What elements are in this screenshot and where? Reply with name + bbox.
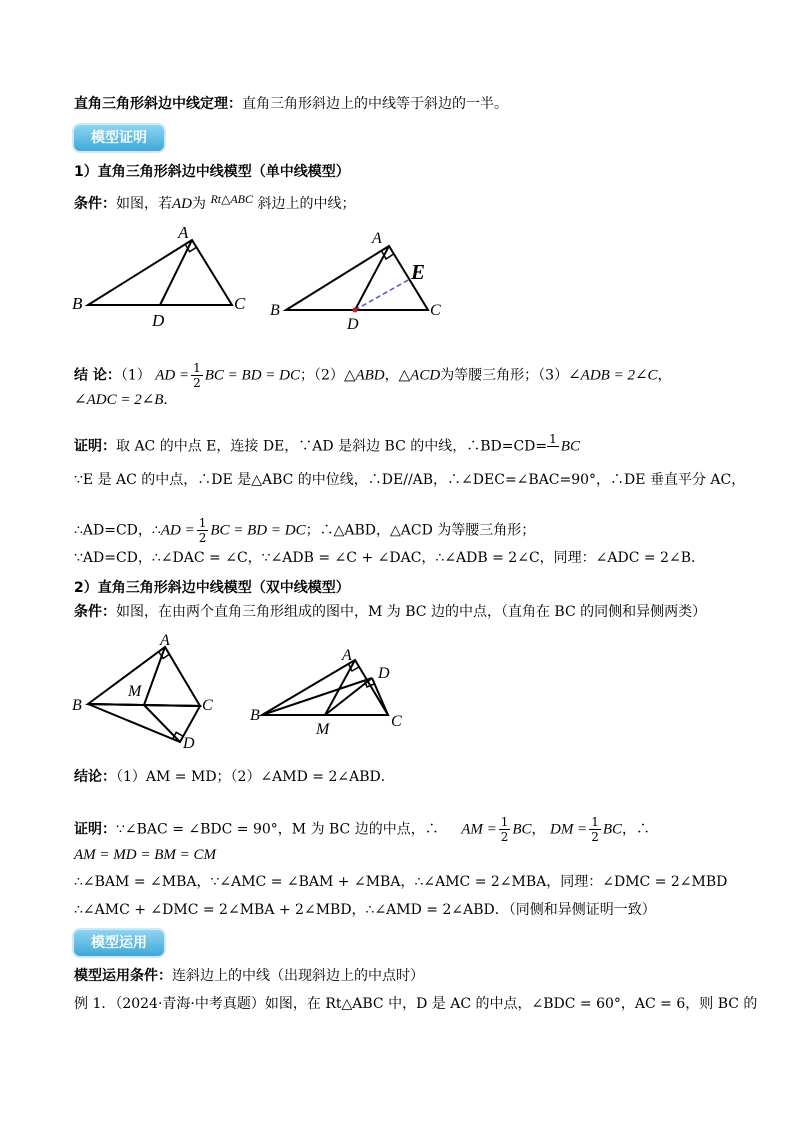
theorem-text: 直角三角形斜边上的中线等于斜边的一半。 [242, 96, 508, 112]
label-d-2: D [347, 316, 359, 333]
model2-proof-line3: ∴∠BAM = ∠MBA，∵∠AMC = ∠BAM + ∠MBA，∴∠AMC = 2∠MBA，同理：∠DMC = 2∠MBD [74, 874, 728, 890]
model2-proof-line2: AM = MD = BM = CM [74, 847, 217, 863]
m2f1-label-a: A [160, 632, 170, 649]
model1-figure-2 [286, 246, 428, 310]
m2f2-label-d: D [378, 665, 390, 682]
triangle-abc-2 [286, 246, 428, 310]
model2-proof-line4: ∴∠AMC + ∠DMC = 2∠MBA + 2∠MBD，∴∠AMD = 2∠ABD．（同侧和异侧证明一致） [74, 902, 656, 918]
m2f1-label-c: C [202, 697, 213, 714]
model1-heading: 1）直角三角形斜边中线模型（单中线模型） [74, 164, 350, 180]
model2-figure-2 [262, 660, 388, 715]
m2f2-label-b: B [250, 707, 260, 724]
right-angle-mark [185, 244, 196, 252]
model1-conclusion: 结 论：（1） AD = $\frac{1}{2}$ BC = BD = DC；（2）△ABD，△ACD为等腰三角形；（3）∠ADB = 2∠C， [74, 361, 672, 390]
model2-conclusion: 结论：（1）AM = MD；（2）∠AMD = 2∠ABD． [74, 769, 395, 785]
usage-condition: 模型运用条件：连斜边上的中线（出现斜边上的中点时） [74, 968, 424, 984]
model-proof-badge: 模型证明 [74, 125, 164, 151]
model2-proof-line1: 证明：∵∠BAC = ∠BDC = 90°，M 为 BC 边的中点，∴ AM = $\frac{1}{2}$ BC， DM = $\frac{1}{2}$ BC，∴ [74, 815, 650, 844]
label-d: D [152, 311, 165, 330]
median-ad-2 [355, 246, 389, 310]
triangle-abc [88, 240, 232, 305]
example-1: 例 1．（2024·青海·中考真题）如图，在 Rt△ABC 中，D 是 AC 的中点，∠BDC = 60°，AC = 6，则 BC 的 [74, 996, 758, 1012]
label-a: A [178, 223, 189, 242]
m2f1-label-d: D [183, 735, 195, 752]
median-ad [160, 240, 192, 305]
label-c-2: C [430, 302, 441, 319]
model-usage-badge: 模型运用 [74, 930, 164, 956]
model1-proof-line4: ∵AD=CD，∴∠DAC = ∠C，∵∠ADB = ∠C + ∠DAC，∴∠ADB = 2∠C，同理：∠ADC = 2∠B． [74, 550, 705, 566]
label-e: E [411, 260, 426, 284]
m2f2-label-c: C [391, 713, 402, 730]
theorem-line [74, 94, 508, 114]
label-b-2: B [270, 302, 280, 319]
label-b: B [72, 294, 83, 313]
model1-proof-line2: ∵E 是 AC 的中点，∴DE 是△ABC 的中位线，∴DE//AB，∴∠DEC=∠BAC=90°，∴DE 垂直平分 AC， [74, 472, 746, 488]
right-angle-mark-2 [382, 251, 394, 259]
point-d-dot [353, 308, 358, 313]
segment-de [355, 279, 410, 310]
label-c: C [234, 294, 246, 313]
model1-condition: 条件：如图，若AD为 Rt△ABC 斜边上的中线； [74, 192, 356, 212]
m2f2-label-a: A [342, 647, 352, 664]
theorem-title: 直角三角形斜边中线定理： [74, 96, 242, 112]
m2f1-label-m: M [128, 683, 142, 700]
model1-conclusion-cont: ∠ADC = 2∠B． [74, 392, 178, 408]
fraction-half: $\frac{1}{2}$ [193, 361, 201, 390]
m2f1-label-b: B [72, 697, 82, 714]
label-a-2: A [372, 230, 382, 247]
model1-proof-line3: ∴AD=CD，∴AD = $\frac{1}{2}$ BC = BD = DC；∴△ABD，△ACD 为等腰三角形； [74, 516, 536, 545]
m2f2-label-m: M [316, 721, 330, 738]
model2-condition: 条件：如图，在由两个直角三角形组成的图中，M 为 BC 边的中点，（直角在 BC 的同侧和异侧两类） [74, 604, 707, 620]
model2-heading: 2）直角三角形斜边中线模型（双中线模型） [74, 580, 350, 596]
model1-proof-line1: 证明：取 AC 的中点 E，连接 DE，∵AD 是斜边 BC 的中线，∴BD=CD= 1 BC [74, 432, 580, 455]
model2-figure-1 [88, 647, 200, 742]
